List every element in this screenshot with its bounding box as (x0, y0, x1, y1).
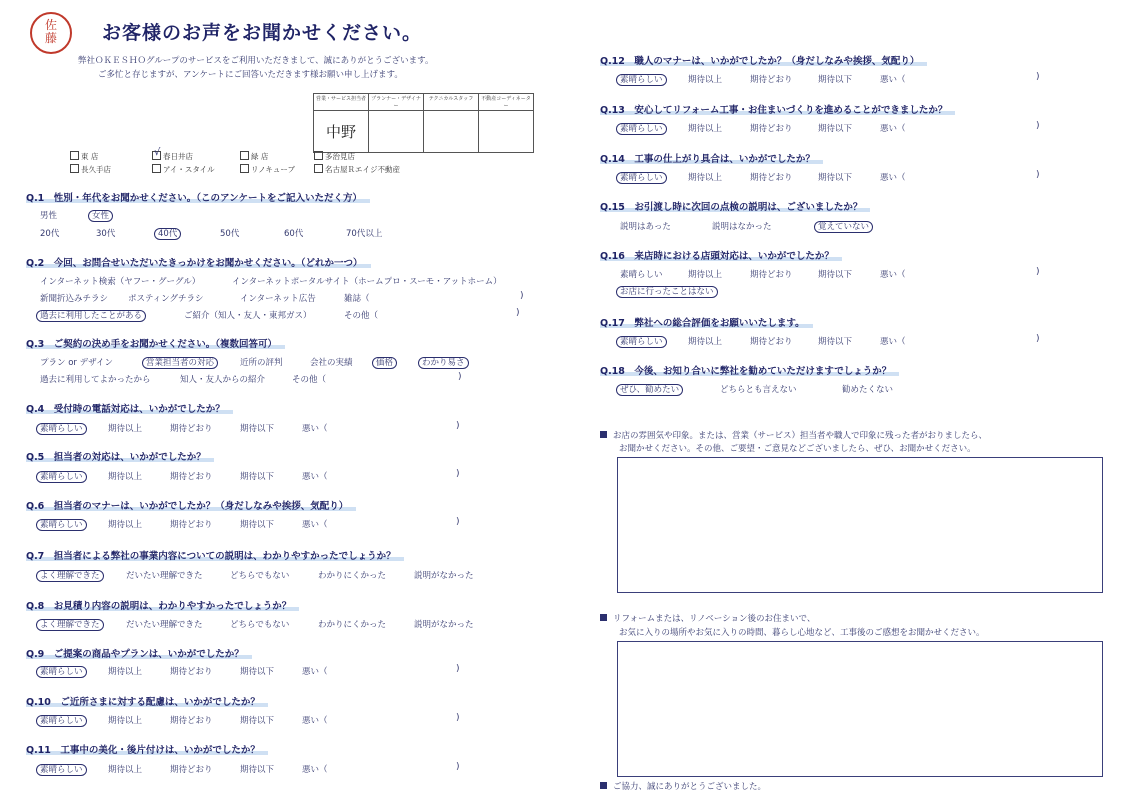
close-paren: ) (456, 664, 460, 674)
q13-rating[interactable]: 悪い（ (880, 124, 906, 134)
q5-title: Q.5 担当者の対応は、いかがでしたか？ (26, 452, 214, 463)
q17-title: Q.17 弊社への総合評価をお願いいたします。 (600, 318, 813, 329)
staff-value-planner[interactable] (369, 111, 424, 153)
q15-option-selected[interactable]: 覚えていない (814, 221, 873, 233)
q16-title: Q.16 来店時における店頭対応は、いかがでしたか？ (600, 251, 842, 262)
q16-rating[interactable]: 期待以下 (818, 270, 853, 280)
q10-rating[interactable]: 期待どおり (170, 716, 213, 726)
q13-rating[interactable]: 期待以上 (688, 124, 723, 134)
close-paren: ) (456, 713, 460, 723)
staff-header-realestate: 不動産コーディネーター (479, 94, 534, 111)
q14-rating[interactable]: 期待以下 (818, 173, 853, 183)
q11-rating[interactable]: 期待以上 (108, 765, 143, 775)
q14-rating-selected[interactable]: 素晴らしい (616, 172, 667, 184)
store-checkbox[interactable]: 緑 店 (240, 151, 314, 162)
q7-option-selected[interactable]: よく理解できた (36, 570, 104, 582)
q6-rating[interactable]: 期待以上 (108, 520, 143, 530)
q9-rating[interactable]: 期待どおり (170, 667, 213, 677)
q3-option[interactable]: 会社の実績 (310, 358, 353, 368)
q4-rating[interactable]: 期待以下 (240, 424, 275, 434)
staff-value-realestate[interactable] (479, 111, 534, 153)
q13-rating-selected[interactable]: 素晴らしい (616, 123, 667, 135)
store-checkbox[interactable]: 長久手店 (70, 164, 152, 175)
q1-gender-female[interactable]: 女性 (88, 210, 113, 222)
q3-option-selected[interactable]: 営業担当者の対応 (142, 357, 218, 369)
q17-rating[interactable]: 悪い（ (880, 337, 906, 347)
q2-option[interactable]: インターネットポータルサイト（ホームプロ・スーモ・アットホーム） (232, 277, 502, 287)
q11-title: Q.11 工事中の美化・後片付けは、いかがでしたか？ (26, 745, 268, 756)
q11-rating[interactable]: 期待以下 (240, 765, 275, 775)
q3-option[interactable]: 知人・友人からの紹介 (180, 375, 266, 385)
close-paren: ) (1036, 121, 1040, 131)
q16-extra-selected[interactable]: お店に行ったことはない (616, 286, 718, 298)
q8-option[interactable]: 説明がなかった (414, 620, 474, 630)
q11-rating[interactable]: 悪い（ (302, 765, 328, 775)
close-paren: ) (1036, 72, 1040, 82)
q9-title: Q.9 ご提案の商品やプランは、いかがでしたか？ (26, 649, 252, 660)
q6-title: Q.6 担当者のマナーは、いかがでしたか？（身だしなみや挨拶、気配り） (26, 501, 356, 512)
q4-rating-selected[interactable]: 素晴らしい (36, 423, 87, 435)
q8-title: Q.8 お見積り内容の説明は、わかりやすかったでしょうか？ (26, 601, 299, 612)
stamp-text: 佐藤 (44, 18, 57, 45)
close-paren: ) (458, 372, 462, 382)
q4-rating[interactable]: 悪い（ (302, 424, 328, 434)
q5-rating[interactable]: 期待以上 (108, 472, 143, 482)
store-row-2 (70, 164, 400, 175)
comment-1-textarea[interactable] (617, 457, 1103, 593)
thanks-message: ご協力、誠にありがとうございました。 (600, 780, 766, 792)
q7-title: Q.7 担当者による弊社の事業内容についての説明は、わかりやすかったでしょうか？ (26, 551, 404, 562)
q4-rating[interactable]: 期待以上 (108, 424, 143, 434)
q7-option[interactable]: どちらでもない (230, 571, 290, 581)
store-row-1 (70, 147, 355, 162)
store-checkbox[interactable]: 多治見店 (314, 152, 355, 161)
q8-option-selected[interactable]: よく理解できた (36, 619, 104, 631)
q15-option[interactable]: 説明はなかった (712, 222, 772, 232)
q10-rating[interactable]: 期待以下 (240, 716, 275, 726)
q6-rating[interactable]: 期待以下 (240, 520, 275, 530)
q12-rating[interactable]: 期待以下 (818, 75, 853, 85)
q10-rating[interactable]: 悪い（ (302, 716, 328, 726)
q3-option[interactable]: 過去に利用してよかったから (40, 375, 151, 385)
q2-option[interactable]: インターネット広告 (240, 294, 316, 304)
q3-option-selected[interactable]: わかり易さ (418, 357, 469, 369)
store-checkbox[interactable]: 東 店 (70, 151, 152, 162)
q13-title: Q.13 安心してリフォーム工事・お住まいづくりを進めることができましたか？ (600, 105, 955, 116)
q10-rating-selected[interactable]: 素晴らしい (36, 715, 87, 727)
q2-option[interactable]: 雑誌（ (344, 294, 370, 304)
q18-option[interactable]: 勧めたくない (842, 385, 894, 395)
q9-rating[interactable]: 期待以下 (240, 667, 275, 677)
close-paren: ) (1036, 170, 1040, 180)
q9-rating[interactable]: 期待以上 (108, 667, 143, 677)
q6-rating[interactable]: 期待どおり (170, 520, 213, 530)
q14-title: Q.14 工事の仕上がり具合は、いかがでしたか？ (600, 154, 823, 165)
q11-rating[interactable]: 期待どおり (170, 765, 213, 775)
q18-title: Q.18 今後、お知り合いに弊社を勧めていただけますでしょうか？ (600, 366, 899, 377)
q18-option-selected[interactable]: ぜひ、勧めたい (616, 384, 683, 396)
staff-value-sales[interactable]: 中野 (314, 111, 369, 153)
q1-age[interactable]: 50代 (220, 229, 240, 239)
q1-age[interactable]: 70代以上 (346, 229, 383, 239)
q16-rating[interactable]: 悪い（ (880, 270, 906, 280)
staff-header-planner: プランナー・デザイナー (369, 94, 424, 111)
q3-option[interactable]: プラン or デザイン (40, 358, 114, 368)
q2-option[interactable]: ご紹介（知人・友人・東邦ガス） (184, 311, 312, 321)
q5-rating[interactable]: 期待以下 (240, 472, 275, 482)
q10-rating[interactable]: 期待以上 (108, 716, 143, 726)
q2-option-selected[interactable]: 過去に利用したことがある (36, 310, 146, 322)
staff-header-technical: テクニカルスタッフ (424, 94, 479, 111)
q3-option[interactable]: 近所の評判 (240, 358, 283, 368)
q15-option[interactable]: 説明はあった (620, 222, 671, 232)
close-paren: ) (456, 421, 460, 431)
close-paren: ) (516, 308, 520, 318)
q13-rating[interactable]: 期待どおり (750, 124, 793, 134)
q9-rating[interactable]: 悪い（ (302, 667, 328, 677)
q7-option[interactable]: 説明がなかった (414, 571, 474, 581)
q1-age[interactable]: 20代 (40, 229, 60, 239)
intro-line-1: 弊社ＯＫＥＳＨＯグループのサービスをご利用いただきまして、誠にありがとうございます。 (78, 56, 434, 66)
close-paren: ) (1036, 267, 1040, 277)
page-title: お客様のお声をお聞かせください。 (102, 22, 423, 44)
comment-2-textarea[interactable] (617, 641, 1103, 777)
q16-rating[interactable]: 期待以上 (688, 270, 723, 280)
q2-title: Q.2 今回、お問合せいただいたきっかけをお聞かせください。（どれか一つ） (26, 258, 371, 269)
q12-rating[interactable]: 期待以上 (688, 75, 723, 85)
q12-rating[interactable]: 悪い（ (880, 75, 906, 85)
q9-rating-selected[interactable]: 素晴らしい (36, 666, 87, 678)
q12-rating[interactable]: 期待どおり (750, 75, 793, 85)
q6-rating[interactable]: 悪い（ (302, 520, 328, 530)
q1-age[interactable]: 60代 (284, 229, 304, 239)
q2-option[interactable]: 新聞折込みチラシ (40, 294, 109, 304)
q18-option[interactable]: どちらとも言えない (720, 385, 797, 395)
q1-age-selected[interactable]: 40代 (154, 228, 181, 240)
q16-rating[interactable]: 期待どおり (750, 270, 793, 280)
q4-rating[interactable]: 期待どおり (170, 424, 213, 434)
store-checkbox-checked[interactable]: √ 春日井店 (154, 147, 193, 161)
staff-value-technical[interactable] (424, 111, 479, 153)
comment-2-prompt: リフォームまたは、リノベーション後のお住まいで、 (600, 612, 815, 624)
q13-rating[interactable]: 期待以下 (818, 124, 853, 134)
q12-rating-selected[interactable]: 素晴らしい (616, 74, 667, 86)
close-paren: ) (456, 517, 460, 527)
comment-1-prompt-line-2: お聞かせください。その他、ご要望・ご意見などございましたら、ぜひ、お聞かせください。 (619, 444, 976, 454)
q14-rating[interactable]: 悪い（ (880, 173, 906, 183)
staff-header-sales: 営業・サービス担当者 (314, 94, 369, 111)
q1-title: Q.1 性別・年代をお聞かせください。（このアンケートをご記入いただく方） (26, 193, 370, 204)
q14-rating[interactable]: 期待以上 (688, 173, 723, 183)
close-paren: ) (456, 762, 460, 772)
q17-rating[interactable]: 期待どおり (750, 337, 793, 347)
q17-rating[interactable]: 期待以下 (818, 337, 853, 347)
q17-rating[interactable]: 期待以上 (688, 337, 723, 347)
close-paren: ) (1036, 334, 1040, 344)
q3-option-selected[interactable]: 価格 (372, 357, 397, 369)
q1-gender-male[interactable]: 男性 (40, 211, 58, 221)
q4-title: Q.4 受付時の電話対応は、いかがでしたか？ (26, 404, 233, 415)
q5-rating-selected[interactable]: 素晴らしい (36, 471, 87, 483)
intro-line-2: ご多忙と存じますが、アンケートにご回答いただきます様お願い申し上げます。 (98, 70, 403, 80)
q16-rating[interactable]: 素晴らしい (620, 270, 663, 280)
store-checkbox[interactable]: アイ・スタイル (152, 164, 240, 175)
name-stamp (30, 12, 72, 54)
q2-option[interactable]: その他（ (344, 311, 379, 321)
q2-option[interactable]: インターネット検索（ヤフー・グーグル） (40, 277, 201, 287)
q5-rating[interactable]: 悪い（ (302, 472, 328, 482)
bullet-square-icon (600, 614, 607, 621)
store-checkbox[interactable]: 名古屋Ｒエイジ不動産 (314, 165, 400, 174)
q15-title: Q.15 お引渡し時に次回の点検の説明は、ございましたか？ (600, 202, 870, 213)
q10-title: Q.10 ご近所さまに対する配慮は、いかがでしたか？ (26, 697, 268, 708)
q17-rating-selected[interactable]: 素晴らしい (616, 336, 667, 348)
staff-table (313, 93, 534, 153)
comment-2-prompt-line-2: お気に入りの場所やお気に入りの時間、暮らし心地など、工事後のご感想をお聞かせください。 (619, 628, 985, 638)
q7-option[interactable]: だいたい理解できた (126, 571, 203, 581)
q2-option[interactable]: ポスティングチラシ (128, 294, 204, 304)
q12-title: Q.12 職人のマナーは、いかがでしたか？（身だしなみや挨拶、気配り） (600, 56, 927, 67)
close-paren: ) (456, 469, 460, 479)
q6-rating-selected[interactable]: 素晴らしい (36, 519, 87, 531)
q1-age[interactable]: 30代 (96, 229, 116, 239)
bullet-square-icon (600, 431, 607, 438)
q7-option[interactable]: わかりにくかった (318, 571, 387, 581)
bullet-square-icon (600, 782, 607, 789)
close-paren: ) (520, 291, 524, 301)
comment-1-prompt: お店の雰囲気や印象。または、営業（サービス）担当者や職人で印象に残った者がおりましたら、 (600, 429, 987, 441)
q3-option[interactable]: その他（ (292, 375, 327, 385)
store-checkbox[interactable]: リノキューブ (240, 164, 314, 175)
q11-rating-selected[interactable]: 素晴らしい (36, 764, 87, 776)
q5-rating[interactable]: 期待どおり (170, 472, 213, 482)
q8-option[interactable]: わかりにくかった (318, 620, 387, 630)
q3-title: Q.3 ご契約の決め手をお聞かせください。（複数回答可） (26, 339, 285, 350)
q14-rating[interactable]: 期待どおり (750, 173, 793, 183)
q8-option[interactable]: だいたい理解できた (126, 620, 203, 630)
q8-option[interactable]: どちらでもない (230, 620, 290, 630)
